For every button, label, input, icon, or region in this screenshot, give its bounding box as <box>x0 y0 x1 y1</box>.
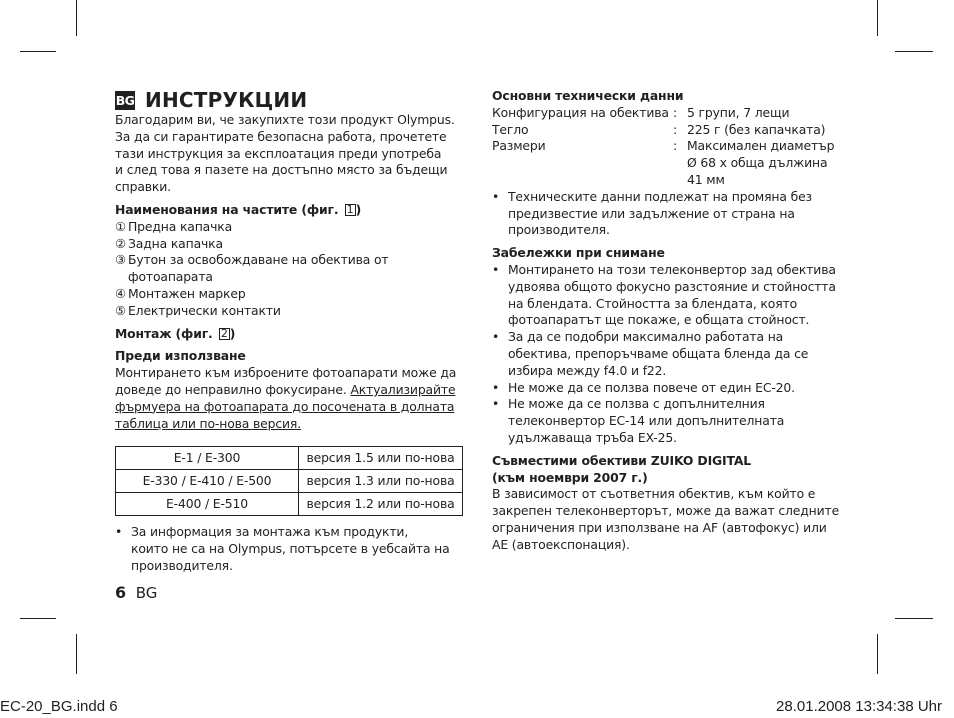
intro-paragraph <box>115 112 465 196</box>
intro-line: справки. <box>115 179 171 195</box>
intro-line: тази инструкция за експлоатация преди употреба <box>115 145 442 161</box>
bullet-text: обектива, препоръчваме общата бленда да се <box>508 345 809 361</box>
crop-mark <box>20 618 56 619</box>
bullet-text: фотоапаратът ще покаже, е общата стойност. <box>508 312 810 328</box>
spec-key: Конфигурация на обектива <box>492 104 669 120</box>
intro-line: За да си гарантирате безопасна работа, прочетете <box>115 128 447 144</box>
figure-ref: 2 <box>219 328 230 340</box>
bullet-item <box>492 329 842 379</box>
crop-mark <box>20 51 56 52</box>
list-item <box>115 252 465 269</box>
spec-row: Тегло : 225 г (без капачката) <box>492 122 842 139</box>
paragraph-line: AE (автоекспонация). <box>492 536 630 552</box>
item-text: Задна капачка <box>128 235 223 251</box>
spec-row: Размери : Максимален диаметър Ø 68 x обща дължина 41 мм <box>492 138 842 188</box>
spec-value: Максимален диаметър <box>687 138 835 154</box>
crop-mark <box>877 634 878 674</box>
before-use-paragraph <box>115 365 465 432</box>
item-number: ④ <box>115 285 126 301</box>
footer-filename: EC-20_BG.indd 6 <box>0 698 118 715</box>
spec-value: 225 г (без капачката) <box>687 121 826 137</box>
spec-key: Тегло <box>492 121 529 137</box>
page-language: BG <box>135 584 158 602</box>
spec-value: 41 мм <box>687 171 725 187</box>
item-number: ③ <box>115 252 126 268</box>
item-number: ① <box>115 218 126 234</box>
page-number-value: 6 <box>115 583 127 602</box>
spec-value: 5 групи, 7 лещи <box>687 104 790 120</box>
crop-mark <box>895 618 933 619</box>
intro-line: Благодарим ви, че закупихте този продукт Olympus. <box>115 112 455 127</box>
figure-ref: 1 <box>345 204 356 216</box>
bullet-text: телеконвертор EC-14 или допълнителната <box>508 413 785 429</box>
bullet-icon: • <box>492 188 500 204</box>
firmware-version-table <box>115 446 463 516</box>
paragraph-line: Монтирането към изброените фотоапарати може да <box>115 365 457 381</box>
bullet-icon: • <box>492 396 500 412</box>
right-column <box>492 88 842 554</box>
left-column <box>115 88 465 575</box>
item-text-continued: фотоапарата <box>128 269 213 285</box>
bullet-item <box>492 262 842 329</box>
spec-key: Размери <box>492 138 546 154</box>
crop-mark <box>76 634 77 674</box>
table-row <box>116 447 463 470</box>
list-item <box>115 303 465 320</box>
bullet-text: Техническите данни подлежат на промяна без <box>508 188 812 204</box>
version-cell: версия 1.2 или по-нова <box>299 493 463 516</box>
heading-row <box>115 88 465 112</box>
paragraph-line: В зависимост от съответния обектив, към който е <box>492 486 816 502</box>
list-item <box>115 286 465 303</box>
bullet-icon: • <box>492 379 500 395</box>
bullet-text: избира между f4.0 и f22. <box>508 362 667 378</box>
bullet-text: За да се подобри максимално работата на <box>508 329 784 345</box>
firmware-note: фърмуера на фотоапарата до посочената в долната <box>115 398 455 414</box>
firmware-note: таблица или по-нова версия. <box>115 415 302 431</box>
bullet-icon: • <box>492 329 500 345</box>
crop-mark <box>895 51 933 52</box>
item-text: Електрически контакти <box>128 302 281 318</box>
page-title: ИНСТРУКЦИИ <box>145 87 308 112</box>
bullet-item <box>492 380 842 397</box>
list-item <box>115 236 465 253</box>
bullet-item <box>115 524 465 574</box>
version-cell: версия 1.3 или по-нова <box>299 470 463 493</box>
paragraph-line <box>115 382 465 399</box>
camera-cell: E-1 / E-300 <box>116 447 299 470</box>
bullet-text: удвоява общото фокусно разстояние и стойността <box>508 278 836 294</box>
bullet-item <box>492 396 842 446</box>
bullet-icon: • <box>492 261 500 277</box>
paragraph-line: закрепен телеконверторът, може да важат следните <box>492 503 840 519</box>
parts-heading-text: Наименования на частите (фиг. <box>115 201 339 217</box>
item-number: ② <box>115 235 126 251</box>
crop-mark <box>76 0 77 36</box>
specs-heading: Основни технически данни <box>492 88 684 103</box>
table-row <box>116 470 463 493</box>
item-text: Монтажен маркер <box>128 285 246 301</box>
bullet-text: Не може да се ползва с допълнителния <box>508 396 765 412</box>
crop-mark <box>877 0 878 36</box>
bullet-text: За информация за монтажа към продукти, <box>131 524 409 540</box>
notes-heading: Забележки при снимане <box>492 245 665 261</box>
before-use-heading: Преди използване <box>115 348 246 364</box>
item-text: Предна капачка <box>128 218 233 234</box>
paragraph-text: доведе до неправилно фокусиране. <box>115 381 347 397</box>
mount-heading-text: Монтаж (фиг. <box>115 325 213 341</box>
camera-cell: E-330 / E-410 / E-500 <box>116 470 299 493</box>
footer-timestamp: 28.01.2008 13:34:38 Uhr <box>776 698 942 715</box>
bullet-text: производителя. <box>508 222 610 238</box>
list-item <box>115 219 465 236</box>
page-number <box>115 583 157 602</box>
parts-heading: Наименования на частите (фиг. 1 ) <box>115 201 362 217</box>
compat-paragraph <box>492 486 842 553</box>
bullet-text: които не са на Olympus, потърсете в уебсайта на <box>131 541 450 557</box>
compat-heading: Съвместими обективи ZUIKO DIGITAL <box>492 452 752 468</box>
bullet-text: производителя. <box>131 557 233 573</box>
bullet-text: на блендата. Стойността за блендата, която <box>508 295 798 311</box>
bullet-item <box>492 189 842 239</box>
spec-row: Конфигурация на обектива : 5 групи, 7 лещи <box>492 105 842 122</box>
item-text: Бутон за освобождаване на обектива от <box>128 252 389 268</box>
bullet-icon: • <box>115 524 123 540</box>
spec-value: Ø 68 x обща дължина <box>687 155 828 171</box>
table-row <box>116 493 463 516</box>
compat-heading: (към ноември 2007 г.) <box>492 469 648 485</box>
language-badge: BG <box>115 92 135 108</box>
bullet-text: удължаваща тръба EX-25. <box>508 429 677 445</box>
bullet-text: предизвестие или задължение от страна на <box>508 205 795 221</box>
bullet-text: Монтирането на този телеконвертор зад обектива <box>508 261 836 277</box>
version-cell: версия 1.5 или по-нова <box>299 447 463 470</box>
intro-line: и след това я пазете на достъпно място за бъдещи <box>115 162 448 178</box>
paragraph-line: ограничения при използване на AF (автофокус) или <box>492 519 827 535</box>
item-number: ⑤ <box>115 302 126 318</box>
firmware-note: Актуализирайте <box>350 381 456 397</box>
parts-list <box>115 219 465 320</box>
bullet-text: Не може да се ползва повече от един EC-20. <box>508 379 795 395</box>
mount-heading: Монтаж (фиг. 2 ) <box>115 325 236 341</box>
camera-cell: E-400 / E-510 <box>116 493 299 516</box>
